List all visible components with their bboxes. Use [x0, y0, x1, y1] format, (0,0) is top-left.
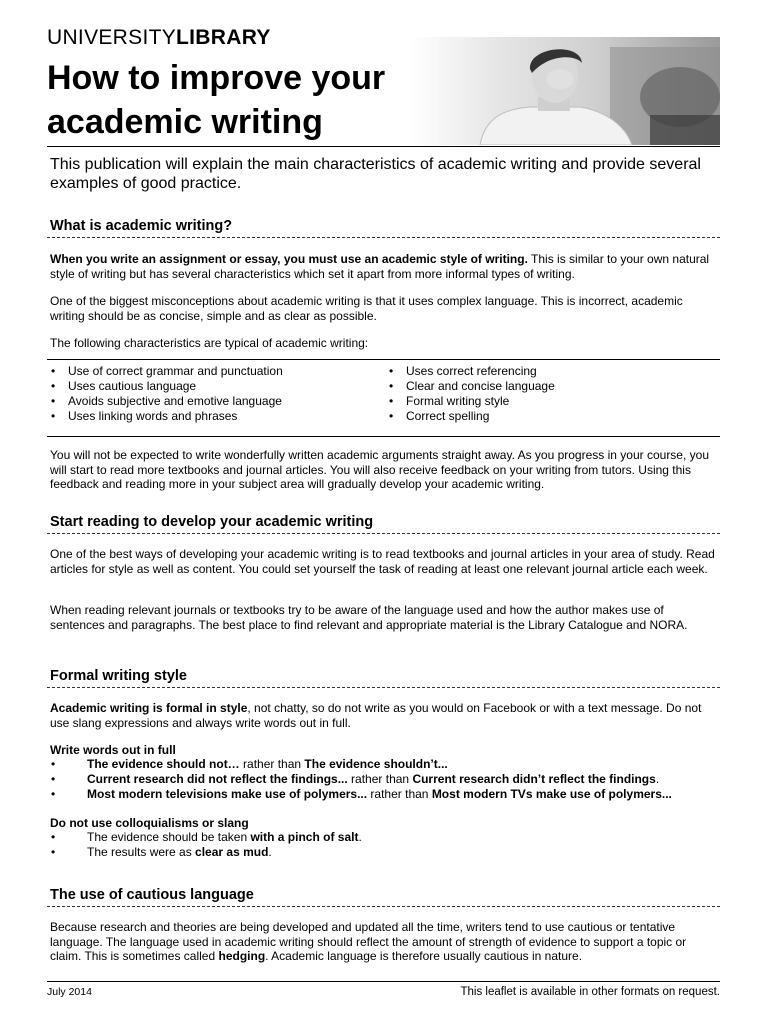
page-title: How to improve your academic writing: [47, 59, 386, 141]
list-bottom-rule: [47, 436, 720, 437]
list-item: • The evidence should be taken with a pinch of salt.: [50, 830, 730, 845]
examples-no-slang: [50, 830, 730, 860]
list-item: • The evidence should not… rather than The evidence shouldn’t...: [50, 757, 730, 772]
section-divider: [47, 533, 720, 534]
list-top-rule: [47, 359, 720, 360]
intro-paragraph: This publication will explain the main characteristics of academic writing and provide several examples of good practice.: [50, 156, 701, 192]
list-item: • The results were as clear as mud.: [50, 845, 730, 860]
title-rule: [47, 146, 720, 147]
list-item: • Avoids subjective and emotive language: [50, 394, 370, 409]
list-item: • Current research did not reflect the findings... rather than Current research didn’t reflect the findings.: [50, 772, 730, 787]
list-item: • Uses correct referencing: [388, 364, 708, 379]
header-photo: [410, 37, 720, 145]
paragraph: Academic writing is formal in style, not chatty, so do not write as you would on Facebook or with a text message. Do not use slang expressions and always write words out in full.: [50, 701, 702, 730]
section-divider: [47, 687, 720, 688]
footer-date: July 2014: [47, 986, 92, 998]
section-divider: [47, 237, 720, 238]
paragraph: You will not be expected to write wonderfully written academic arguments straight away. As you progress in your course, you will start to read more textbooks and journal articles. You will also receive feedback on your writing from tutors. Using this feedback and reading more in your subject area will gradually develop your academic writing.: [50, 448, 709, 491]
paragraph: The following characteristics are typical of academic writing:: [50, 336, 369, 350]
brand-wordmark: UNIVERSITYLIBRARY: [47, 26, 271, 49]
list-item: • Use of correct grammar and punctuation: [50, 364, 370, 379]
section-heading-start-reading: Start reading to develop your academic writing: [50, 514, 374, 530]
list-item: • Correct spelling: [388, 409, 708, 424]
footer-formats-note: This leaflet is available in other formats on request.: [460, 986, 720, 998]
list-item: • Uses cautious language: [50, 379, 370, 394]
subheading-no-slang: Do not use colloquialisms or slang: [50, 816, 249, 830]
characteristics-list-right: [388, 364, 708, 424]
subheading-write-in-full: Write words out in full: [50, 743, 176, 757]
paragraph: When you write an assignment or essay, you must use an academic style of writing. This is similar to your own natural style of writing but has several characteristics which set it apart from more informal types of writing.: [50, 252, 710, 281]
section-heading-what-is: What is academic writing?: [50, 218, 233, 234]
section-heading-formal-style: Formal writing style: [50, 668, 187, 684]
paragraph: When reading relevant journals or textbooks try to be aware of the language used and how the author makes use of sentences and paragraphs. The best place to find relevant and appropriate material is the Library Catalogue and NORA.: [50, 603, 688, 632]
list-item: • Formal writing style: [388, 394, 708, 409]
characteristics-list-left: [50, 364, 370, 424]
list-item: • Most modern televisions make use of polymers... rather than Most modern TVs make use of polymers...: [50, 787, 730, 802]
paragraph: Because research and theories are being developed and updated all the time, writers tend to use cautious or tentative language. The language used in academic writing should reflect the amount of strength of evidence to support a topic or claim. This is sometimes called hedging. Academic language is therefore usually cautious in nature.: [50, 920, 687, 963]
examples-write-in-full: [50, 757, 730, 802]
section-heading-cautious-language: The use of cautious language: [50, 887, 254, 903]
section-divider: [47, 906, 720, 907]
paragraph: One of the biggest misconceptions about academic writing is that it uses complex language. This is incorrect, academic writing should be as concise, simple and as clear as possible.: [50, 294, 683, 323]
paragraph: One of the best ways of developing your academic writing is to read textbooks and journal articles in your area of study. Read articles for style as well as content. You could set yourself the task of reading at least one relevant journal article each week.: [50, 547, 715, 576]
list-item: • Uses linking words and phrases: [50, 409, 370, 424]
footer-rule: [47, 981, 720, 982]
list-item: • Clear and concise language: [388, 379, 708, 394]
